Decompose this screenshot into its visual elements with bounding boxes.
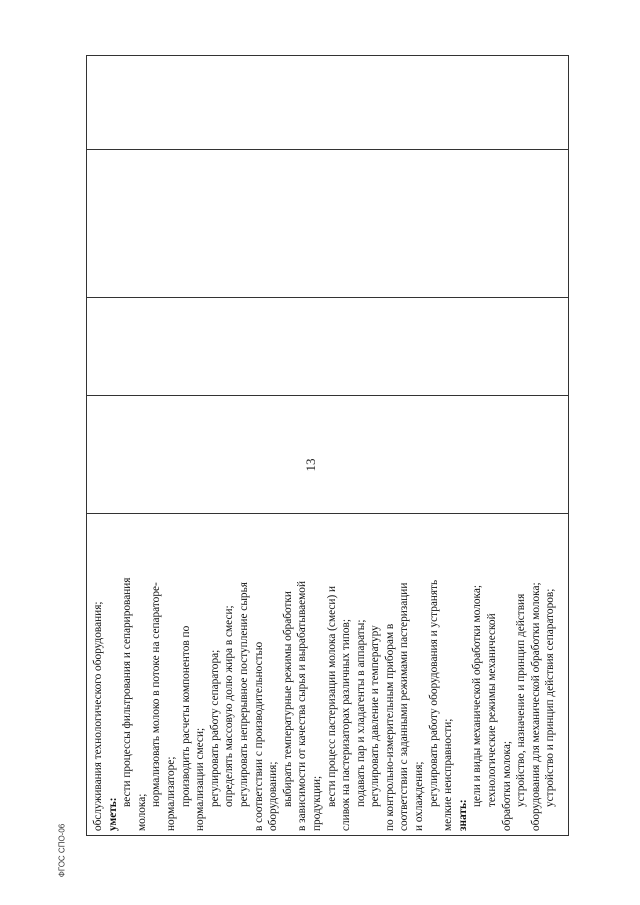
competency-text-cell (91, 519, 558, 831)
text-line: нормализаторе; (164, 756, 177, 831)
table-border-top (86, 55, 87, 836)
text-line: цели и виды механической обработки молока; (471, 584, 484, 807)
text-line: подавать пар и хладагенты в аппараты; (354, 619, 367, 807)
text-line: выбирать температурные режимы обработки (281, 591, 294, 807)
table-border-right (86, 55, 569, 56)
text-line: регулировать работу сепаратора; (208, 649, 221, 807)
text-line: обработки молока; (500, 740, 513, 831)
text-line: уметь: (106, 797, 119, 831)
footer-code: ФГОС СПО-06 (57, 823, 67, 878)
text-line: нормализации смеси; (194, 727, 207, 831)
text-line: вести процессы фильтрования и сепарирования (121, 577, 134, 807)
text-line: обслуживания технологического оборудования; (92, 601, 104, 831)
table-border-left (86, 835, 569, 836)
text-line: регулировать работу оборудования и устранять (427, 579, 440, 807)
text-line: нормализовать молоко в потоке на сепараторе- (150, 582, 163, 807)
text-line: соответствии с заданными режимами пастеризации (398, 582, 411, 831)
text-line: определять массовую долю жира в смеси; (223, 605, 236, 807)
column-divider-3 (86, 297, 569, 298)
column-divider-2 (86, 395, 569, 396)
text-line: производить расчеты компонентов по (179, 625, 192, 807)
text-line: в соответствии с производительностью (252, 641, 265, 831)
column-divider-1 (86, 513, 569, 514)
text-line: продукции; (310, 775, 323, 831)
text-line: молока; (135, 793, 148, 831)
text-line: и охлаждения; (413, 761, 426, 831)
page-number: 13 (303, 458, 318, 472)
text-line: знать: (456, 799, 469, 831)
text-line: вести процесс пастеризации молока (смеси) и (325, 585, 338, 807)
text-line: технологические режимы механической (486, 613, 499, 807)
rotated-table (86, 55, 569, 836)
text-line: устройство и принцип действия сепараторов; (544, 588, 557, 807)
text-line: устройство, назначение и принцип действия (515, 593, 528, 807)
text-line: в зависимости от качества сырья и вырабатываемой (296, 581, 309, 831)
table-body (86, 55, 569, 836)
text-line: сливок на пастеризаторах различных типов; (340, 618, 353, 831)
text-line: регулировать непрерывное поступление сырья (237, 582, 250, 807)
text-line: оборудования; (267, 761, 280, 831)
text-line: регулировать давление и температуру (369, 625, 382, 807)
column-divider-4 (86, 149, 569, 150)
text-line: мелкие неисправности; (442, 718, 455, 831)
table-border-bottom (568, 55, 569, 836)
text-line: оборудования для механической обработки молока; (529, 582, 542, 831)
text-line: по контрольно-измерительным приборам в (383, 623, 396, 831)
